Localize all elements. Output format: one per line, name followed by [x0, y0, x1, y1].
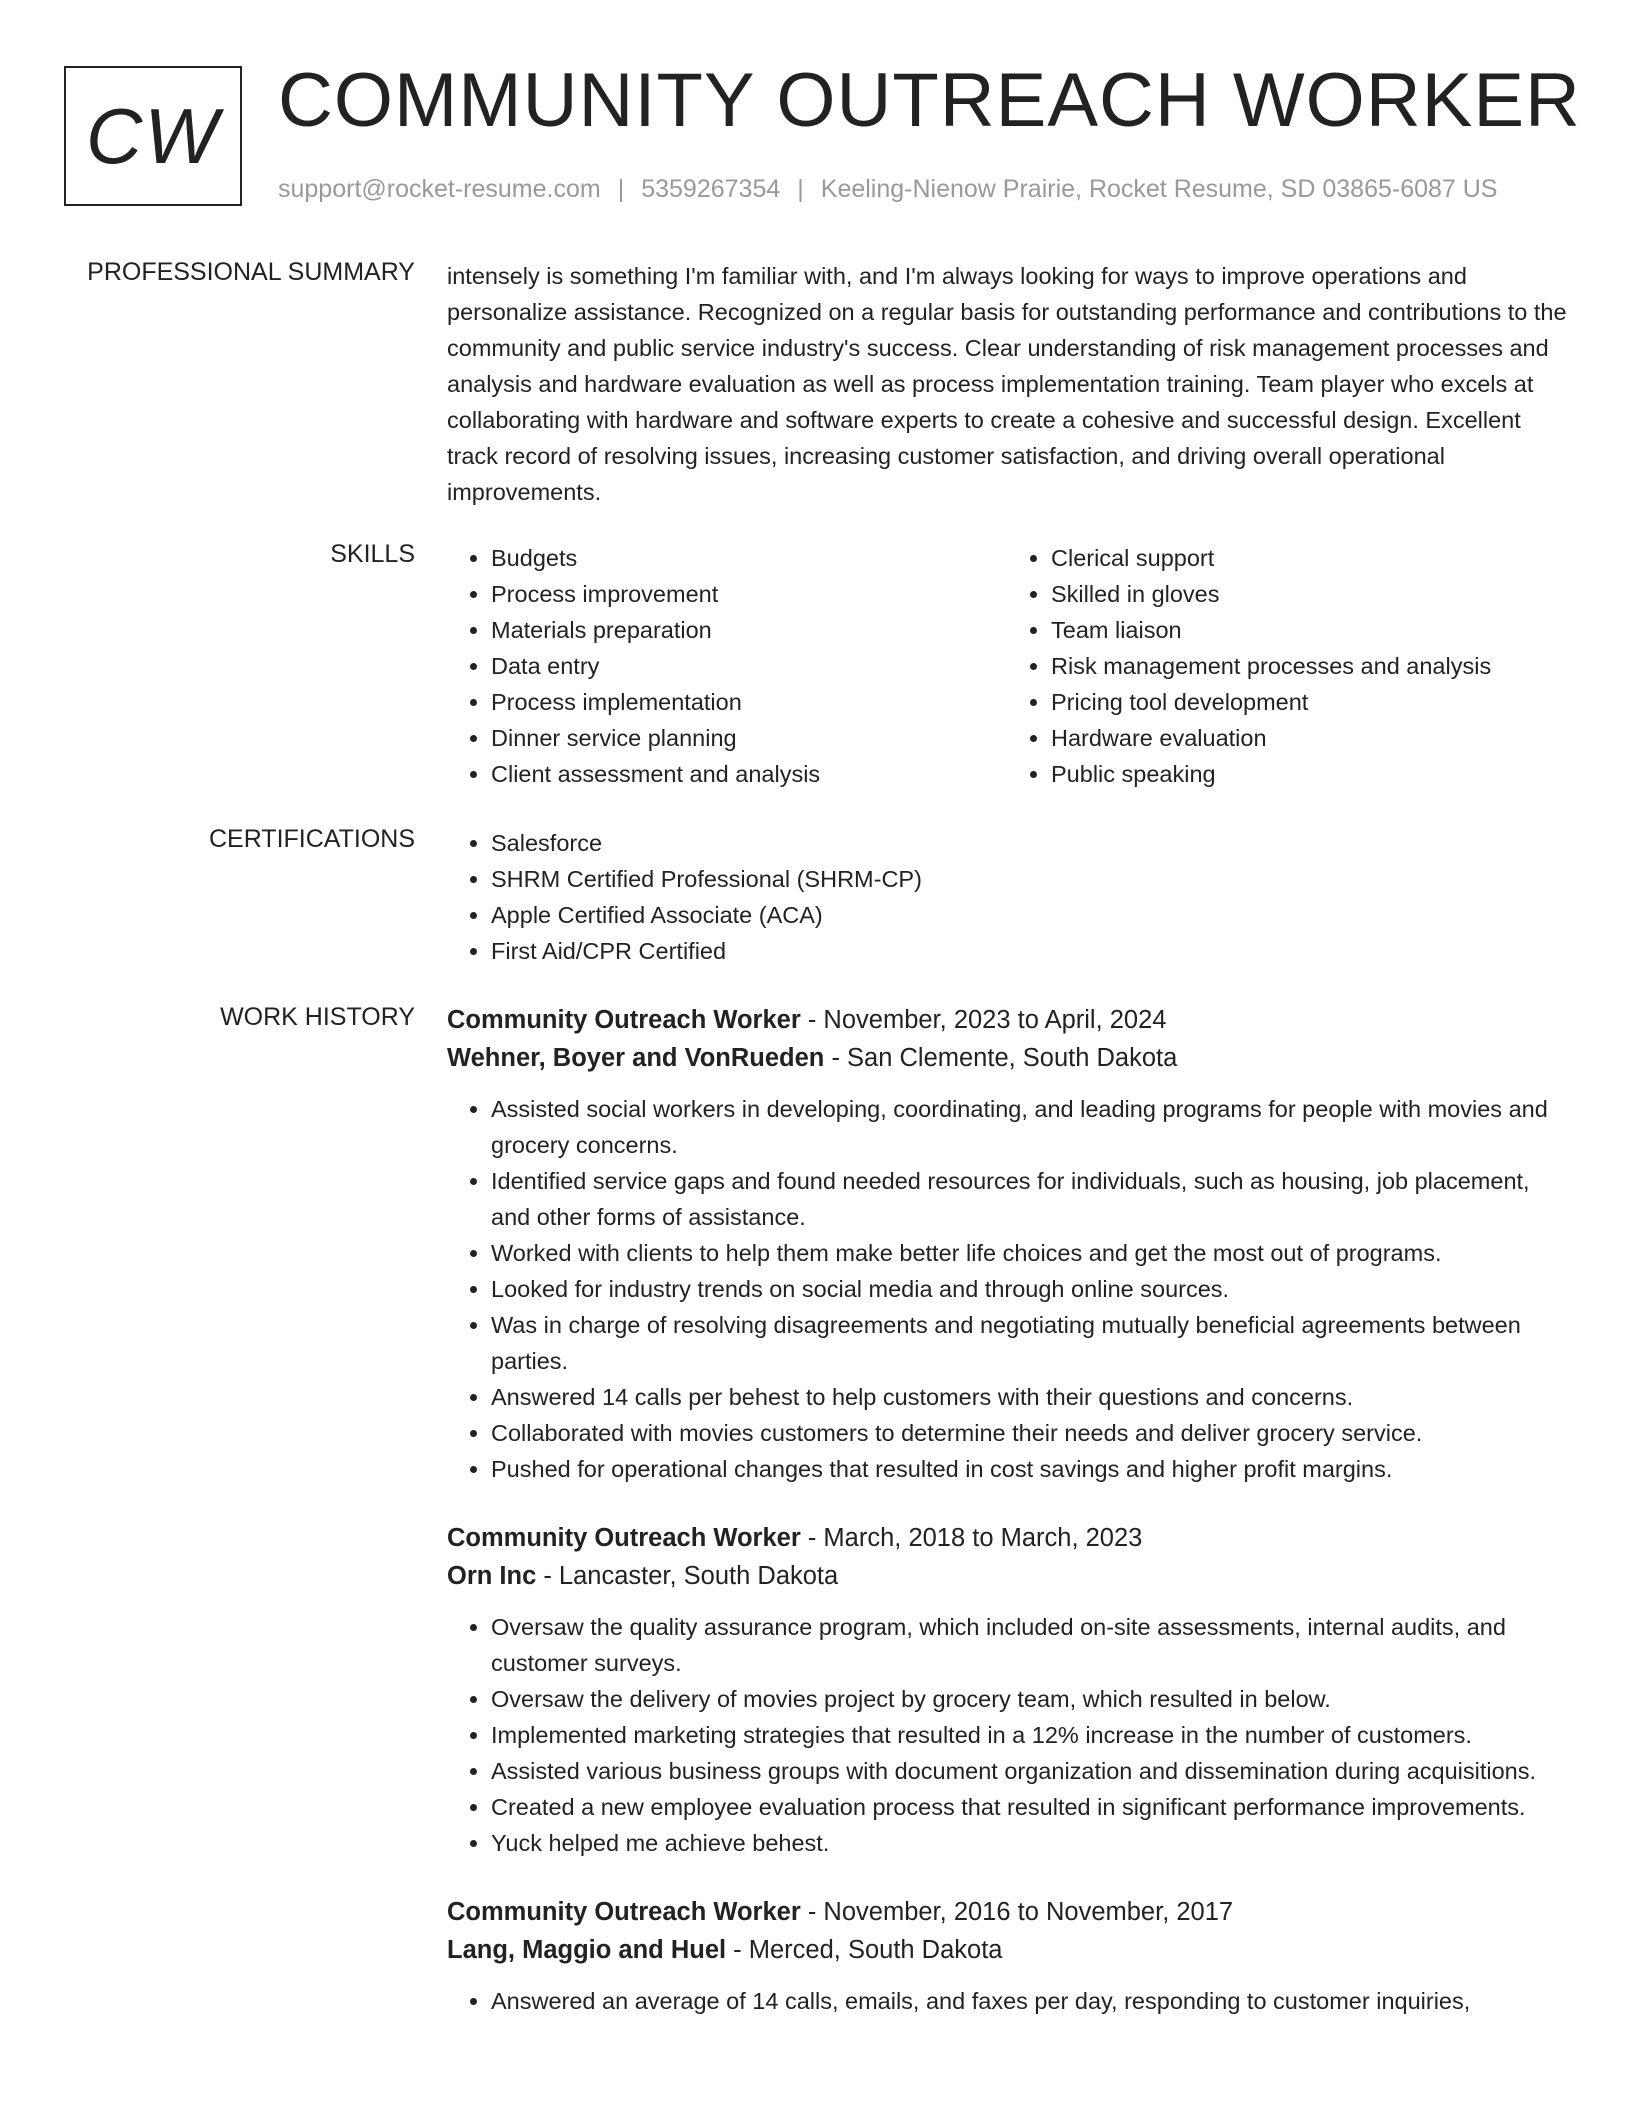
- skill-item: • Pricing tool development: [1051, 684, 1567, 720]
- job-company: Wehner, Boyer and VonRueden: [447, 1044, 825, 1072]
- certifications-content: [447, 825, 1567, 969]
- summary-text: intensely is something I'm familiar with, and I'm always looking for ways to improve operations and personalize assistance. Recognized on a regular basis for outstanding performance and contributions to the community and public service industry's success. Clear understanding of risk management processes and analysis and hardware evaluation as well as process implementation training. Team player who excels at collaborating with hardware and software experts to create a cohesive and successful design. Excellent track record of resolving issues, increasing customer satisfaction, and driving overall operational improvements.: [447, 263, 1567, 505]
- resume-title: COMMUNITY OUTREACH WORKER: [278, 58, 1581, 143]
- skill-item: • Public speaking: [1051, 756, 1567, 792]
- certification-item: • First Aid/CPR Certified: [491, 933, 1567, 969]
- skills-list-left: [447, 540, 1007, 792]
- job-dates: - November, 2016 to November, 2017: [800, 1898, 1234, 1926]
- skill-item: • Client assessment and analysis: [491, 756, 1007, 792]
- job-title-line: [447, 1001, 1567, 1039]
- job-bullet: • Was in charge of resolving disagreements and negotiating mutually beneficial agreements between parties.: [491, 1307, 1567, 1379]
- skill-item: • Materials preparation: [491, 612, 1007, 648]
- monogram-logo: CW: [64, 66, 242, 206]
- job-bullet: • Pushed for operational changes that resulted in cost savings and higher profit margins.: [491, 1451, 1567, 1487]
- skill-item: • Data entry: [491, 648, 1007, 684]
- section-label-certifications: CERTIFICATIONS: [208, 825, 415, 853]
- job-company: Orn Inc: [447, 1562, 537, 1590]
- job-bullet: • Assisted social workers in developing, coordinating, and leading programs for people with movies and grocery concerns.: [491, 1091, 1567, 1163]
- job-title-line: [447, 1893, 1567, 1931]
- section-label-work-history: WORK HISTORY: [220, 1003, 415, 1031]
- job-entry: [447, 1001, 1567, 1487]
- skills-list-right: [1007, 540, 1567, 792]
- job-location: - Lancaster, South Dakota: [536, 1562, 839, 1590]
- job-bullet: • Answered an average of 14 calls, emails, and faxes per day, responding to customer inquiries,: [491, 1983, 1567, 2019]
- job-bullet: • Identified service gaps and found needed resources for individuals, such as housing, job placement, and other forms of assistance.: [491, 1163, 1567, 1235]
- job-bullet: • Looked for industry trends on social media and through online sources.: [491, 1271, 1567, 1307]
- skill-item: • Process improvement: [491, 576, 1007, 612]
- job-bullet: • Implemented marketing strategies that resulted in a 12% increase in the number of customers.: [491, 1717, 1567, 1753]
- contact-email[interactable]: support@rocket-resume.com: [278, 175, 601, 203]
- section-label-skills: SKILLS: [330, 540, 415, 568]
- job-title: Community Outreach Worker: [447, 1006, 801, 1034]
- job-dates: - March, 2018 to March, 2023: [800, 1524, 1143, 1552]
- summary-content: [447, 258, 1567, 510]
- job-bullet: • Worked with clients to help them make better life choices and get the most out of programs.: [491, 1235, 1567, 1271]
- skill-item: • Skilled in gloves: [1051, 576, 1567, 612]
- job-bullets: [447, 1983, 1567, 2019]
- job-title: Community Outreach Worker: [447, 1524, 801, 1552]
- skill-item: • Dinner service planning: [491, 720, 1007, 756]
- job-bullet: • Collaborated with movies customers to determine their needs and deliver grocery service.: [491, 1415, 1567, 1451]
- work-history-content: [447, 1001, 1567, 2051]
- job-location: - Merced, South Dakota: [726, 1936, 1003, 1964]
- contact-line: [278, 175, 1498, 204]
- job-bullets: [447, 1091, 1567, 1487]
- job-location: - San Clemente, South Dakota: [824, 1044, 1178, 1072]
- certifications-list: [447, 825, 1567, 969]
- skill-item: • Team liaison: [1051, 612, 1567, 648]
- skill-item: • Process implementation: [491, 684, 1007, 720]
- job-bullet: • Yuck helped me achieve behest.: [491, 1825, 1567, 1861]
- job-entry: [447, 1519, 1567, 1861]
- skill-item: • Clerical support: [1051, 540, 1567, 576]
- skill-item: • Risk management processes and analysis: [1051, 648, 1567, 684]
- skill-item: • Hardware evaluation: [1051, 720, 1567, 756]
- skills-content: [447, 540, 1567, 792]
- job-entry: [447, 1893, 1567, 2019]
- job-dates: - November, 2023 to April, 2024: [800, 1006, 1167, 1034]
- skill-item: • Budgets: [491, 540, 1007, 576]
- job-bullets: [447, 1609, 1567, 1861]
- job-bullet: • Created a new employee evaluation process that resulted in significant performance improvements.: [491, 1789, 1567, 1825]
- contact-address: Keeling-Nienow Prairie, Rocket Resume, SD 03865-6087 US: [820, 175, 1498, 203]
- section-label-summary: PROFESSIONAL SUMMARY: [87, 258, 415, 286]
- job-title-line: [447, 1519, 1567, 1557]
- job-bullet: • Oversaw the delivery of movies project by grocery team, which resulted in below.: [491, 1681, 1567, 1717]
- job-company-line: [447, 1039, 1567, 1077]
- job-company: Lang, Maggio and Huel: [447, 1936, 727, 1964]
- job-company-line: [447, 1931, 1567, 1969]
- certification-item: • Apple Certified Associate (ACA): [491, 897, 1567, 933]
- contact-separator: |: [797, 175, 804, 203]
- job-bullet: • Answered 14 calls per behest to help customers with their questions and concerns.: [491, 1379, 1567, 1415]
- certification-item: • Salesforce: [491, 825, 1567, 861]
- contact-separator: |: [617, 175, 625, 203]
- contact-phone[interactable]: 5359267354: [641, 175, 781, 203]
- certification-item: • SHRM Certified Professional (SHRM-CP): [491, 861, 1567, 897]
- job-company-line: [447, 1557, 1567, 1595]
- job-bullet: • Assisted various business groups with document organization and dissemination during acquisitions.: [491, 1753, 1567, 1789]
- job-bullet: • Oversaw the quality assurance program, which included on-site assessments, internal audits, and customer surveys.: [491, 1609, 1567, 1681]
- job-title: Community Outreach Worker: [447, 1898, 801, 1926]
